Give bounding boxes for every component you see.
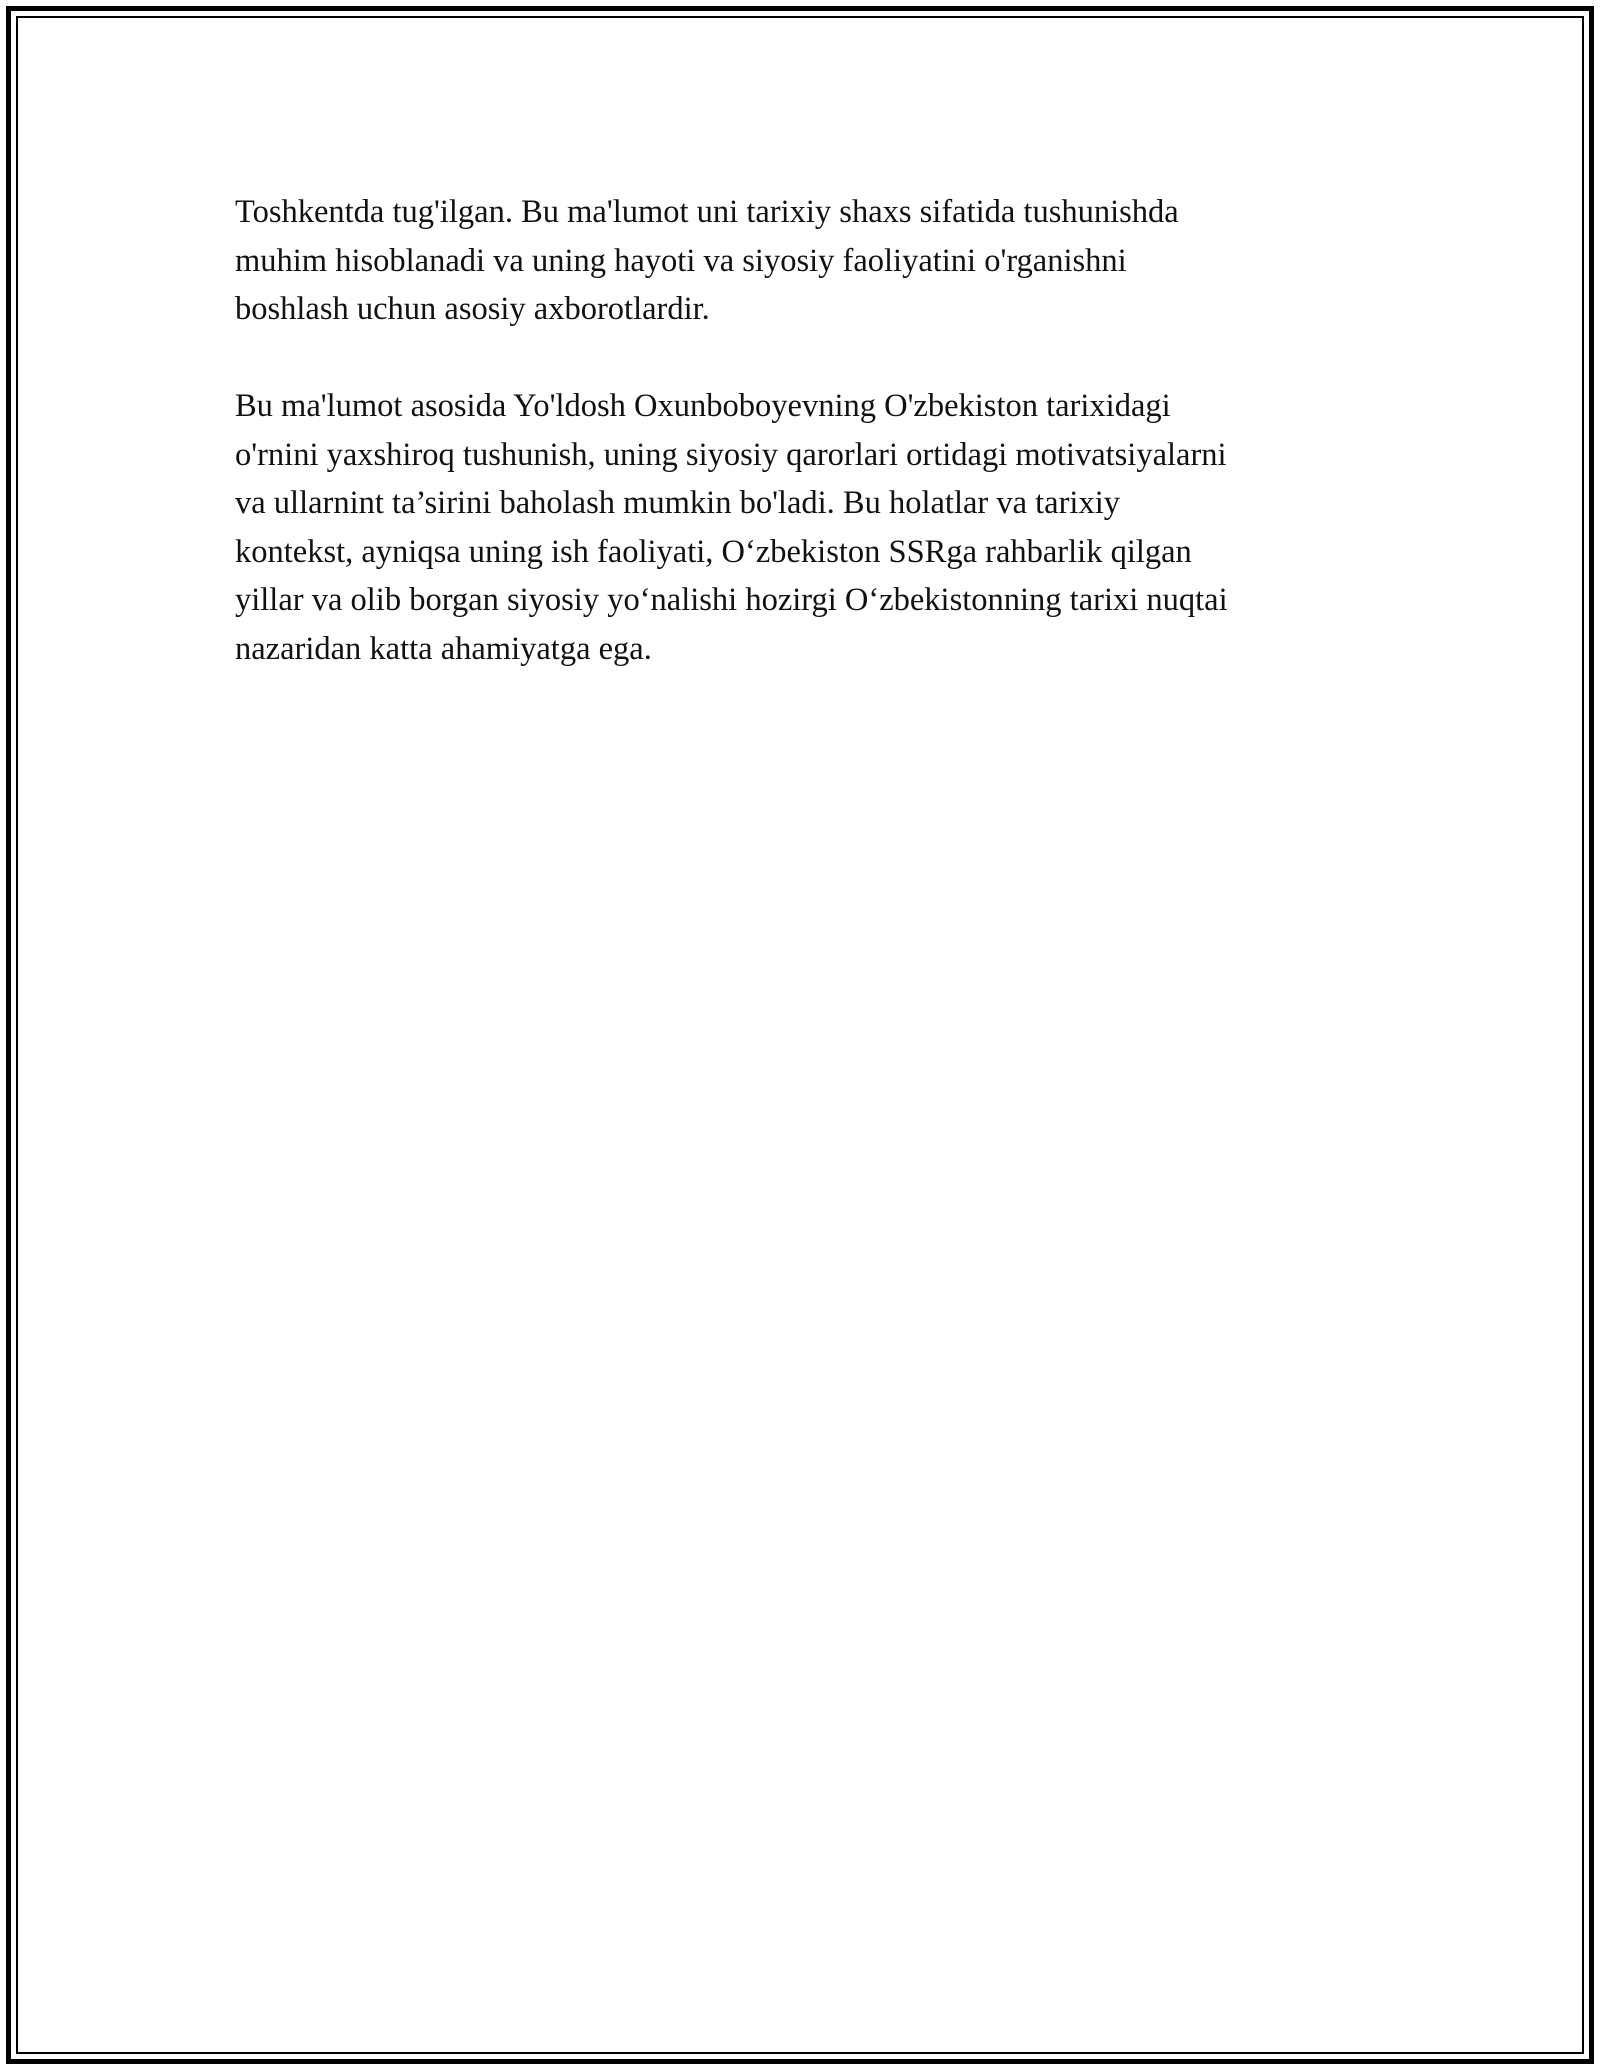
text-line: muhim hisoblanadi va uning hayoti va siyosiy faoliyatini o'rganishni <box>235 242 1127 279</box>
paragraph-2 <box>235 382 1370 673</box>
text-line: Toshkentda tug'ilgan. Bu ma'lumot uni tarixiy shaxs sifatida tushunishda <box>235 194 1179 230</box>
text-line: kontekst, ayniqsa uning ish faoliyati, O‘zbekiston SSRga rahbarlik qilgan <box>235 533 1192 570</box>
paragraph-1 <box>235 188 1370 334</box>
text-line: Bu ma'lumot asosida Yo'ldosh Oxunboboyevning O'zbekiston tarixidagi <box>235 388 1171 424</box>
text-line: nazaridan katta ahamiyatga ega. <box>235 630 652 667</box>
document-body <box>235 188 1370 673</box>
text-line: va ullarnint ta’sirini baholash mumkin bo'ladi. Bu holatlar va tarixiy <box>235 485 1120 521</box>
text-line: boshlash uchun asosiy axborotlardir. <box>235 291 710 327</box>
text-line: o'rnini yaxshiroq tushunish, uning siyosiy qarorlari ortidagi motivatsiyalarni <box>235 436 1227 473</box>
text-line: yillar va olib borgan siyosiy yo‘nalishi hozirgi O‘zbekistonning tarixi nuqtai <box>235 582 1228 618</box>
